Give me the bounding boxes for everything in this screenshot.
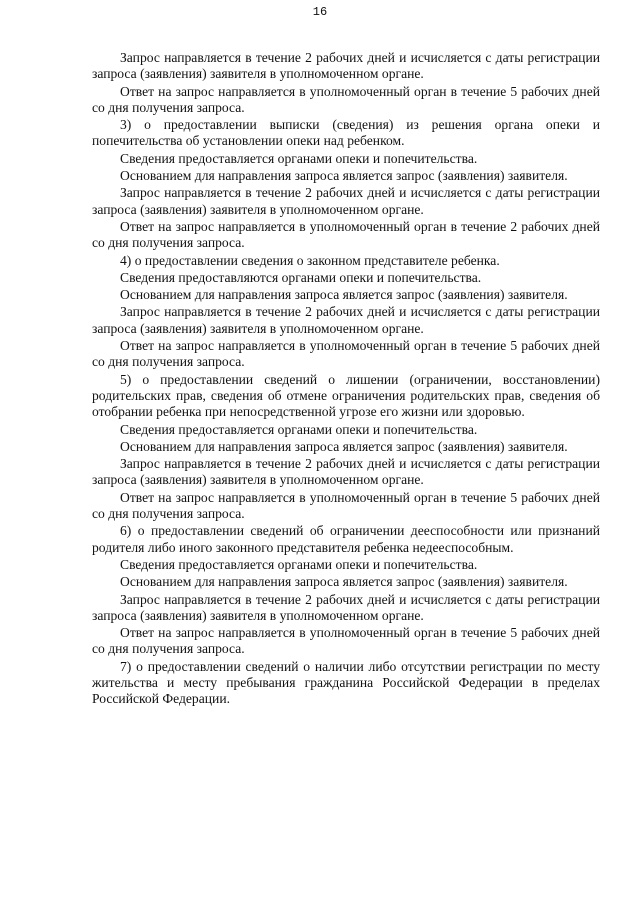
paragraph: Сведения предоставляется органами опеки и попечительства. xyxy=(120,421,478,437)
paragraph: Запрос направляется в течение 2 рабочих дней и исчисляется с даты регистрации запроса (заявления) заявителя в уполномоченном органе. xyxy=(92,185,600,217)
list-item-6: 6) о предоставлении сведений об ограничении дееспособности или признаний родителя либо иного законного представителя ребенка недееспособным. xyxy=(92,523,600,555)
paragraph: Запрос направляется в течение 2 рабочих дней и исчисляется с даты регистрации запроса (заявления) заявителя в уполномоченном органе. xyxy=(92,50,600,82)
paragraph: Запрос направляется в течение 2 рабочих дней и исчисляется с даты регистрации запроса (заявления) заявителя в уполномоченном органе. xyxy=(92,591,600,623)
page-number: 16 xyxy=(312,5,328,19)
paragraph: Сведения предоставляются органами опеки и попечительства. xyxy=(120,269,482,285)
paragraph: Сведения предоставляется органами опеки и попечительства. xyxy=(120,150,478,166)
list-item-5: 5) о предоставлении сведений о лишении (ограничении, восстановлении) родительских прав, сведения об отмене ограничения родительских прав, сведения об отобрании ребенка при непосредственной угрозе его жизни или здоровью. xyxy=(92,371,600,420)
list-item-7: 7) о предоставлении сведений о наличии либо отсутствии регистрации по месту жительства и месту пребывания гражданина Российской Федерации в пределах Российской Федерации. xyxy=(92,658,600,707)
paragraph: Основанием для направления запроса является запрос (заявления) заявителя. xyxy=(120,287,568,303)
paragraph: Ответ на запрос направляется в уполномоченный орган в течение 5 рабочих дней со дня получения запроса. xyxy=(92,625,600,657)
paragraph: Ответ на запрос направляется в уполномоченный орган в течение 5 рабочих дней со дня получения запроса. xyxy=(92,338,600,370)
paragraph: Основанием для направления запроса является запрос (заявления) заявителя. xyxy=(120,168,568,184)
paragraph: Ответ на запрос направляется в уполномоченный орган в течение 2 рабочих дней со дня получения запроса. xyxy=(92,218,600,251)
paragraph: Основанием для направления запроса является запрос (заявления) заявителя. xyxy=(120,438,568,454)
paragraph: Основанием для направления запроса является запрос (заявления) заявителя. xyxy=(120,574,568,590)
document-body xyxy=(92,50,600,708)
paragraph: Сведения предоставляется органами опеки и попечительства. xyxy=(120,556,478,572)
list-item-3: 3) о предоставлении выписки (сведения) из решения органа опеки и попечительства об установлении опеки над ребенком. xyxy=(92,117,600,149)
paragraph: Ответ на запрос направляется в уполномоченный орган в течение 5 рабочих дней со дня получения запроса. xyxy=(92,83,600,115)
paragraph: Запрос направляется в течение 2 рабочих дней и исчисляется с даты регистрации запроса (заявления) заявителя в уполномоченном органе. xyxy=(92,304,600,336)
paragraph: Ответ на запрос направляется в уполномоченный орган в течение 5 рабочих дней со дня получения запроса. xyxy=(92,489,600,522)
paragraph: Запрос направляется в течение 2 рабочих дней и исчисляется с даты регистрации запроса (заявления) заявителя в уполномоченном органе. xyxy=(92,456,600,488)
list-item-4: 4) о предоставлении сведения о законном представителе ребенка. xyxy=(120,252,500,268)
